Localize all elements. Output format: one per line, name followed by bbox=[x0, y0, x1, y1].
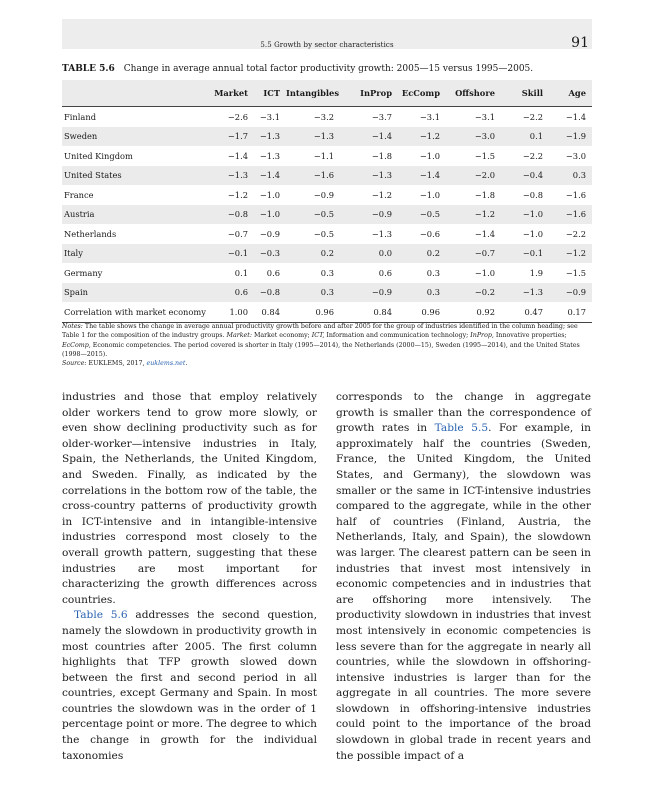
column-header: EcComp bbox=[398, 80, 446, 107]
right-paragraph-text-a: corresponds to the change in aggregate growth is smaller than the correspondence of growth rates in bbox=[336, 391, 591, 435]
table-row bbox=[62, 185, 592, 205]
table-cell: −1.0 bbox=[259, 189, 280, 200]
table-cell: −2.2 bbox=[565, 228, 586, 239]
table-row bbox=[62, 107, 592, 127]
table-cell: −1.6 bbox=[565, 209, 586, 220]
table-cell: −0.1 bbox=[522, 248, 543, 259]
table-cell: −0.3 bbox=[259, 248, 280, 259]
row-label: Correlation with market economy bbox=[64, 306, 206, 317]
source-line bbox=[62, 359, 592, 368]
abbr-eccomp: EcComp, bbox=[62, 341, 91, 349]
table-cell: −0.5 bbox=[419, 209, 440, 220]
table-row bbox=[62, 205, 592, 225]
table-cell: 0.96 bbox=[315, 306, 334, 317]
row-label: United States bbox=[64, 170, 122, 181]
table-cell: −1.0 bbox=[474, 267, 495, 278]
table-cell: −0.9 bbox=[371, 287, 392, 298]
row-label: United Kingdom bbox=[64, 150, 133, 161]
table-header-row bbox=[62, 80, 592, 107]
table-row bbox=[62, 127, 592, 147]
left-paragraph-2 bbox=[62, 608, 317, 764]
table-reference-link[interactable]: Table 5.5 bbox=[434, 422, 489, 435]
row-label: France bbox=[64, 189, 94, 200]
row-label: Austria bbox=[64, 209, 95, 220]
table-cell: −1.4 bbox=[259, 170, 280, 181]
abbr-ict: ICT, bbox=[311, 332, 325, 340]
table-cell: −0.8 bbox=[522, 189, 543, 200]
column-header: ICT bbox=[254, 80, 286, 107]
notes-text: The table shows the change in average annual productivity growth before and after 2005 for the group of industries identified in the column heading; see Table 1 for the composition of the industry groups. bbox=[62, 323, 578, 340]
table-cell: 0.17 bbox=[567, 306, 586, 317]
table-cell: −3.1 bbox=[259, 111, 280, 122]
table-cell: −2.6 bbox=[227, 111, 248, 122]
table-row bbox=[62, 146, 592, 166]
source-link[interactable]: euklems.net bbox=[146, 360, 186, 368]
table-cell: −0.7 bbox=[474, 248, 495, 259]
table-row bbox=[62, 166, 592, 186]
table-cell: 0.2 bbox=[426, 248, 440, 259]
table-cell: −1.6 bbox=[565, 189, 586, 200]
left-column bbox=[62, 390, 317, 764]
table-cell: −3.1 bbox=[419, 111, 440, 122]
right-paragraph-1 bbox=[336, 390, 591, 764]
table-row bbox=[62, 224, 592, 244]
table-cell: −0.6 bbox=[419, 228, 440, 239]
table-cell: −1.3 bbox=[313, 131, 334, 142]
table-cell: −1.3 bbox=[227, 170, 248, 181]
table-cell: −1.0 bbox=[522, 209, 543, 220]
running-header bbox=[62, 19, 592, 49]
table-cell: −3.2 bbox=[313, 111, 334, 122]
table-cell: 0.3 bbox=[426, 287, 440, 298]
table-notes bbox=[62, 322, 592, 368]
source-text: EUKLEMS, 2017, bbox=[86, 360, 147, 368]
table-cell: −0.8 bbox=[259, 287, 280, 298]
running-title: 5.5 Growth by sector characteristics bbox=[260, 41, 394, 49]
table-cell: −0.9 bbox=[371, 209, 392, 220]
table-row bbox=[62, 263, 592, 283]
table-cell: −0.5 bbox=[313, 209, 334, 220]
table-cell: −1.0 bbox=[419, 189, 440, 200]
table-cell: −1.4 bbox=[419, 170, 440, 181]
table-cell: −1.4 bbox=[474, 228, 495, 239]
table-cell: −3.7 bbox=[371, 111, 392, 122]
table-cell: −0.9 bbox=[565, 287, 586, 298]
table-cell: −1.9 bbox=[565, 131, 586, 142]
table-title: Change in average annual total factor productivity growth: 2005—15 versus 1995—2005. bbox=[123, 64, 534, 74]
right-column bbox=[336, 390, 591, 764]
table-cell: −0.4 bbox=[522, 170, 543, 181]
table-cell: 0.6 bbox=[266, 267, 280, 278]
table-cell: −0.1 bbox=[227, 248, 248, 259]
table-cell: 0.47 bbox=[524, 306, 543, 317]
table-cell: −0.7 bbox=[227, 228, 248, 239]
def-inprop: Innovative properties; bbox=[493, 332, 567, 340]
table-cell: −0.2 bbox=[474, 287, 495, 298]
table-cell: −1.4 bbox=[371, 131, 392, 142]
table-cell: −3.0 bbox=[474, 131, 495, 142]
table-label: TABLE 5.6 bbox=[62, 64, 115, 74]
table-cell: 0.96 bbox=[421, 306, 440, 317]
table-cell: 0.3 bbox=[426, 267, 440, 278]
table-cell: −1.2 bbox=[474, 209, 495, 220]
table-cell: −1.0 bbox=[522, 228, 543, 239]
column-header: Intangibles bbox=[286, 80, 340, 107]
table-cell: 0.1 bbox=[529, 131, 543, 142]
table-cell: −1.2 bbox=[419, 131, 440, 142]
table-cell: −1.0 bbox=[259, 209, 280, 220]
table-cell: 0.92 bbox=[476, 306, 495, 317]
table-cell: −1.4 bbox=[565, 111, 586, 122]
table-cell: −0.8 bbox=[227, 209, 248, 220]
def-ict: Information and communication technology; bbox=[324, 332, 471, 340]
table-cell: 0.3 bbox=[320, 287, 334, 298]
table-cell: −1.3 bbox=[371, 228, 392, 239]
table-cell: −2.2 bbox=[522, 111, 543, 122]
tfp-table bbox=[62, 80, 592, 323]
table-cell: 0.6 bbox=[378, 267, 392, 278]
table-cell: −1.8 bbox=[371, 150, 392, 161]
table-cell: 1.9 bbox=[529, 267, 543, 278]
table-cell: 0.6 bbox=[234, 287, 248, 298]
row-label: Italy bbox=[64, 248, 83, 259]
table-cell: 0.2 bbox=[320, 248, 334, 259]
row-label: Spain bbox=[64, 287, 88, 298]
left-paragraph-1: industries and those that employ relatively older workers tend to grow more slowly, or even show declining productivity such as for older-worker—intensive industries in Italy, Spain, the Netherlands, the United Kingdom, and Sweden. Finally, as indicated by the correlations in the bottom row of the table, the cross-country patterns of productivity growth in ICT-intensive and in intangible-intensive industries correspond most closely to the overall growth pattern, suggesting that these industries are most important for characterizing the growth differences across countries. bbox=[62, 391, 317, 606]
page-number: 91 bbox=[571, 35, 589, 51]
row-label: Germany bbox=[64, 267, 103, 278]
right-paragraph-text-b: . For example, in approximately half the countries (Sweden, France, the United Kingdom, the United States, and Germany), the slowdown was smaller or the same in ICT-intensive industries compared to the aggregate, while in the other half of countries (Finland, Austria, the Netherlands, Italy, and Spain), the slowdown was larger. The clearest pattern can be seen in industries that invest most intensively in economic competencies and in industries that are offshoring more intensively. The productivity slowdown in industries that invest most intensively in economic competencies is less severe than for the aggregate in nearly all countries, while the slowdown in offshoring-intensive industries is larger than for the aggregate in all countries. The more severe slowdown in offshoring-intensive industries could point to the importance of the broad slowdown in global trade in recent years and the possible impact of a bbox=[336, 422, 591, 762]
table-cell: 0.1 bbox=[234, 267, 248, 278]
table-cell: −1.2 bbox=[565, 248, 586, 259]
header-blank bbox=[62, 80, 212, 107]
table-cell: 1.00 bbox=[229, 306, 248, 317]
row-label: Netherlands bbox=[64, 228, 117, 239]
table-cell: −1.2 bbox=[227, 189, 248, 200]
table-cell: −1.4 bbox=[227, 150, 248, 161]
table-cell: −1.0 bbox=[419, 150, 440, 161]
notes-prefix: Notes: bbox=[62, 323, 83, 330]
column-header: InProp bbox=[340, 80, 398, 107]
table-cell: −1.8 bbox=[474, 189, 495, 200]
notes-paragraph bbox=[62, 322, 592, 359]
table-cell: −2.2 bbox=[522, 150, 543, 161]
column-header: Age bbox=[549, 80, 592, 107]
table-cell: 0.3 bbox=[320, 267, 334, 278]
row-label: Sweden bbox=[64, 131, 98, 142]
table-cell: 0.3 bbox=[572, 170, 586, 181]
table-cell: −1.6 bbox=[313, 170, 334, 181]
table-cell: 0.84 bbox=[373, 306, 392, 317]
table-cell: −3.1 bbox=[474, 111, 495, 122]
abbr-market: Market: bbox=[226, 332, 252, 340]
table-cell: −2.0 bbox=[474, 170, 495, 181]
column-header: Market bbox=[212, 80, 254, 107]
table-cell: −3.0 bbox=[565, 150, 586, 161]
table-cell: −1.7 bbox=[227, 131, 248, 142]
table-cell: −1.3 bbox=[259, 131, 280, 142]
table-cell: 0.0 bbox=[378, 248, 392, 259]
def-eccomp: Economic competencies. The period covered is shorter in Italy (1995—2014), the Netherlands (2000—15), Sweden (1995—2014), and the United States (1998—2015). bbox=[62, 341, 580, 358]
table-caption bbox=[62, 64, 592, 74]
table-cell: −0.9 bbox=[313, 189, 334, 200]
table-cell: −1.5 bbox=[565, 267, 586, 278]
table-row bbox=[62, 302, 592, 322]
column-header: Offshore bbox=[446, 80, 501, 107]
source-end: . bbox=[185, 360, 188, 368]
table-row bbox=[62, 244, 592, 264]
row-label: Finland bbox=[64, 111, 97, 122]
table-cell: −1.3 bbox=[522, 287, 543, 298]
table-cell: −1.2 bbox=[371, 189, 392, 200]
table-cell: −0.5 bbox=[313, 228, 334, 239]
table-cell: −1.3 bbox=[259, 150, 280, 161]
source-prefix: Source: bbox=[62, 360, 87, 368]
abbr-inprop: InProp, bbox=[470, 332, 494, 340]
table-cell: −1.1 bbox=[313, 150, 334, 161]
def-market: Market economy; bbox=[251, 332, 312, 340]
left-paragraph-2-text: addresses the second question, namely the slowdown in productivity growth in most countries after 2005. The first column highlights that TFP growth slowed down between the first and second period in all countries, except Germany and Spain. In most countries the slowdown was in the order of 1 percentage point or more. The degree to which the change in growth for the individual taxonomies bbox=[62, 609, 317, 762]
table-cell: −1.5 bbox=[474, 150, 495, 161]
table-cell: −0.9 bbox=[259, 228, 280, 239]
table-reference-link[interactable]: Table 5.6 bbox=[74, 609, 128, 622]
table-cell: 0.84 bbox=[261, 306, 280, 317]
table-row bbox=[62, 283, 592, 303]
column-header: Skill bbox=[501, 80, 549, 107]
table-cell: −1.3 bbox=[371, 170, 392, 181]
